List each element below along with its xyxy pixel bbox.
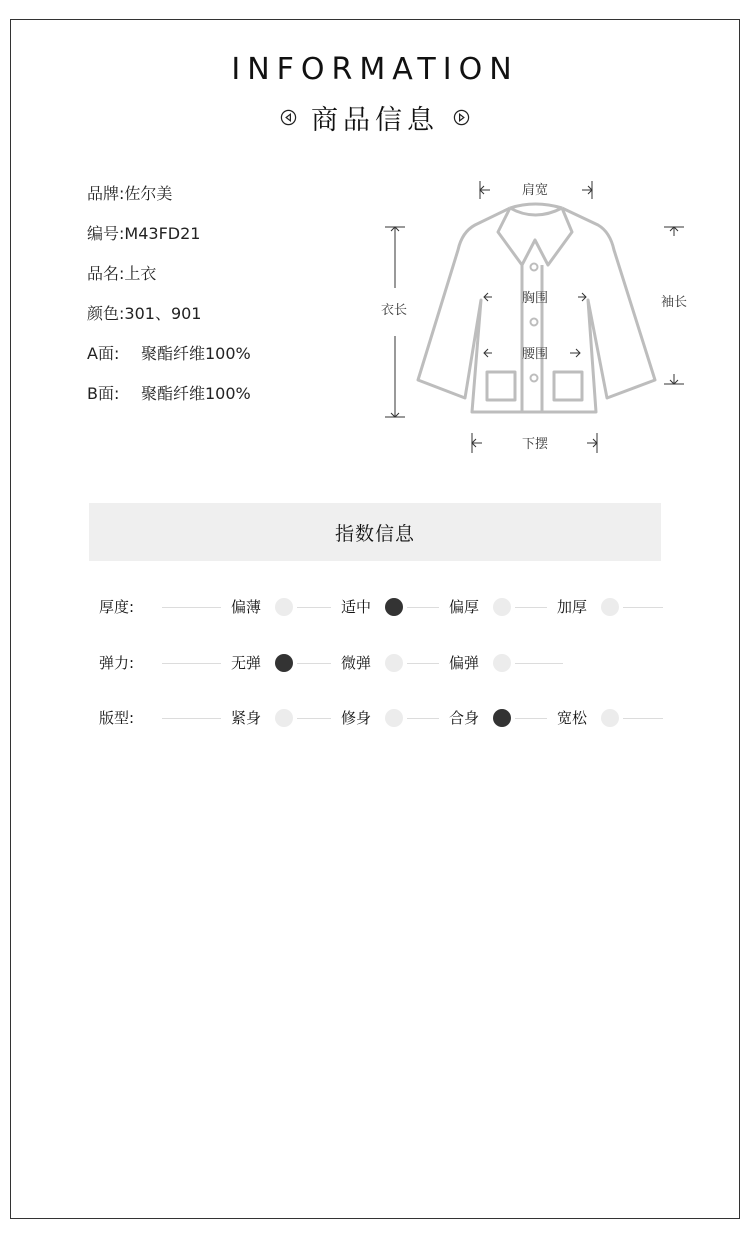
info-row-brand	[87, 180, 251, 220]
hem-label: 下摆	[521, 437, 549, 452]
info-key: 颜色:	[87, 304, 125, 323]
index-connector-line	[162, 663, 221, 664]
index-row	[0, 703, 750, 733]
index-option-label: 偏薄	[231, 598, 262, 616]
info-row-code	[87, 220, 251, 260]
product-info-list	[87, 180, 251, 420]
index-connector-line	[297, 607, 331, 608]
info-row-name	[87, 260, 251, 300]
info-row-side-a	[87, 340, 251, 380]
index-row	[0, 648, 750, 678]
index-connector-line	[407, 663, 439, 664]
index-option-label: 加厚	[557, 598, 588, 616]
index-option-label: 适中	[341, 598, 372, 616]
selected-dot-indicator	[493, 709, 511, 727]
index-option-label: 微弹	[341, 654, 372, 672]
index-title: 指数信息	[334, 522, 415, 545]
index-option-label: 紧身	[231, 709, 262, 727]
unselected-dot-indicator	[493, 654, 511, 672]
index-row-label: 弹力:	[99, 654, 135, 672]
index-option-label: 宽松	[557, 709, 588, 727]
index-option-label: 合身	[449, 709, 480, 727]
unselected-dot-indicator	[493, 598, 511, 616]
selected-dot-indicator	[385, 598, 403, 616]
index-connector-line	[162, 607, 221, 608]
info-row-color	[87, 300, 251, 340]
index-row	[0, 592, 750, 622]
index-connector-line	[297, 718, 331, 719]
info-value: 聚酯纤维100%	[141, 384, 251, 403]
index-option-label: 偏弹	[449, 654, 480, 672]
circle-right-arrow-icon	[453, 109, 470, 126]
sleeve-label: 袖长	[660, 295, 688, 310]
index-header-bar	[89, 503, 661, 561]
index-option-label: 修身	[341, 709, 372, 727]
info-value: 佐尔美	[124, 184, 173, 203]
info-row-side-b	[87, 380, 251, 420]
unselected-dot-indicator	[385, 654, 403, 672]
info-key: 编号:	[87, 224, 125, 243]
title-english: INFORMATION	[231, 52, 519, 87]
waist-label: 腰围	[521, 347, 549, 362]
info-value: 301、901	[124, 304, 202, 323]
selected-dot-indicator	[275, 654, 293, 672]
index-option-label: 偏厚	[449, 598, 480, 616]
info-key: 品名:	[87, 264, 125, 283]
index-connector-line	[515, 663, 563, 664]
index-row-label: 版型:	[99, 709, 135, 727]
shoulder-label: 肩宽	[521, 183, 549, 198]
index-connector-line	[297, 663, 331, 664]
index-row-label: 厚度:	[99, 598, 135, 616]
chest-label: 胸围	[521, 291, 549, 306]
info-value: 上衣	[124, 264, 157, 283]
title-chinese-row	[0, 97, 750, 137]
info-key: B面:	[87, 384, 120, 403]
jacket-size-diagram	[370, 170, 700, 470]
index-connector-line	[515, 607, 547, 608]
length-label: 衣长	[380, 303, 408, 318]
jacket-buttons	[531, 264, 538, 382]
index-connector-line	[162, 718, 221, 719]
unselected-dot-indicator	[275, 598, 293, 616]
index-connector-line	[623, 607, 663, 608]
index-option-label: 无弹	[231, 654, 262, 672]
info-value: M43FD21	[124, 224, 201, 243]
info-value: 聚酯纤维100%	[141, 344, 251, 363]
info-key: 品牌:	[87, 184, 125, 203]
unselected-dot-indicator	[601, 598, 619, 616]
index-connector-line	[407, 607, 439, 608]
unselected-dot-indicator	[601, 709, 619, 727]
index-connector-line	[407, 718, 439, 719]
index-connector-line	[515, 718, 547, 719]
circle-left-arrow-icon	[280, 109, 297, 126]
info-key: A面:	[87, 344, 120, 363]
unselected-dot-indicator	[385, 709, 403, 727]
index-connector-line	[623, 718, 663, 719]
unselected-dot-indicator	[275, 709, 293, 727]
title-chinese: 商品信息	[311, 104, 439, 136]
